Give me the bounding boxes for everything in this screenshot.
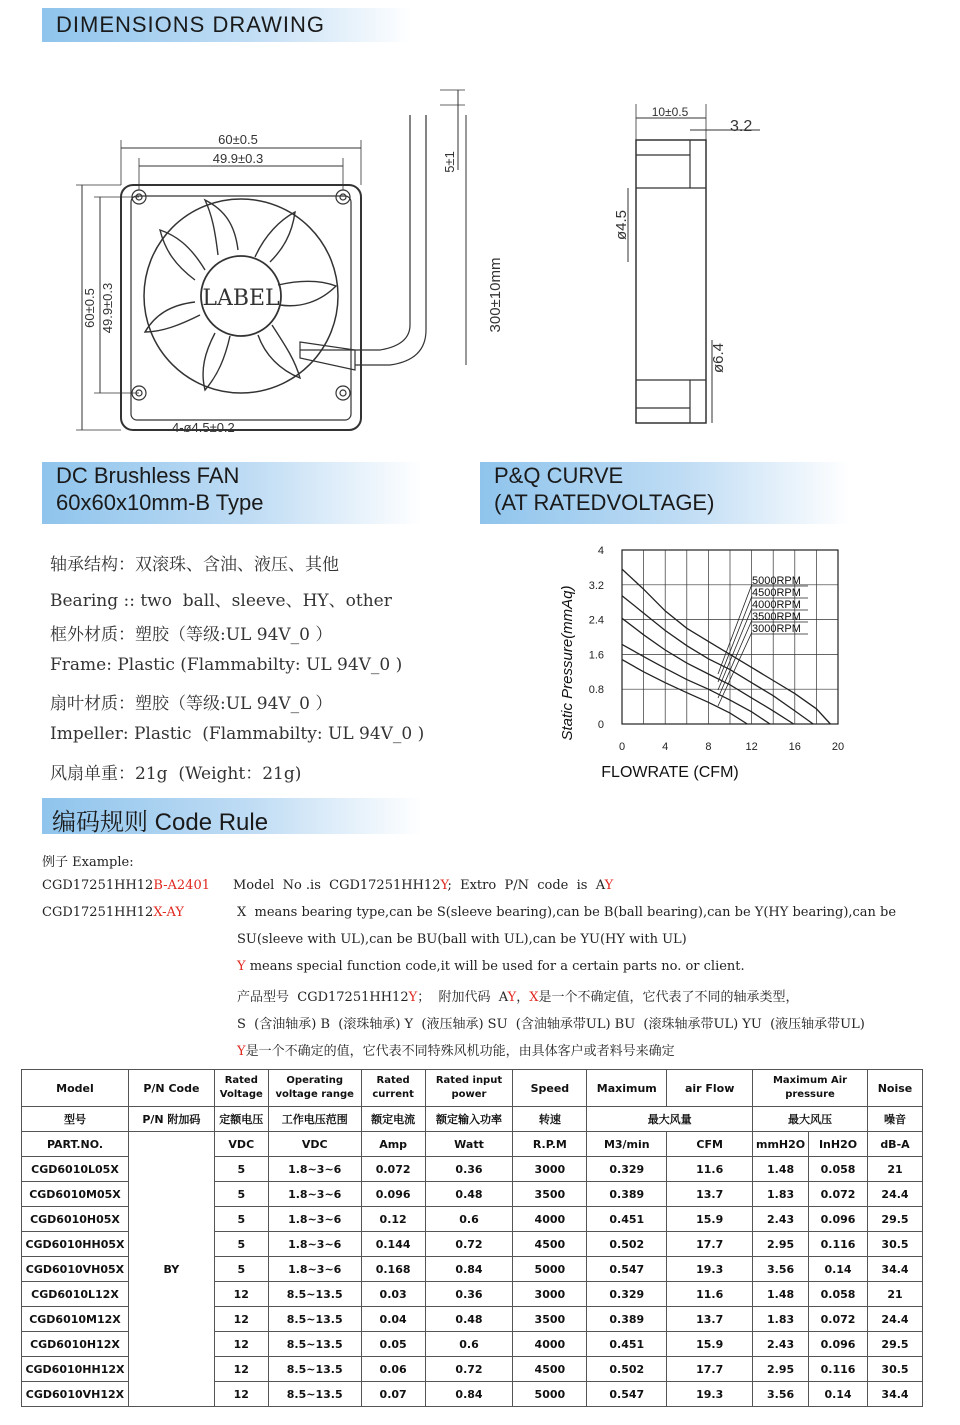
table-cell: 21: [867, 1282, 922, 1307]
table-cell: 1.8~3~6: [268, 1207, 361, 1232]
dim-width-outer: 60±0.5: [218, 132, 258, 147]
table-cell: 0.547: [587, 1382, 667, 1407]
table-cell: 1.83: [753, 1307, 809, 1332]
table-cell: 0.072: [361, 1157, 425, 1182]
table-cell: 0.14: [809, 1257, 868, 1282]
table-cell: 0.116: [809, 1232, 868, 1257]
example-line: X means bearing type,can be S(sleeve bearing),can be B(ball bearing),can be Y(HY bearing),can be: [237, 905, 897, 920]
x-tick-label: 0: [618, 741, 626, 753]
table-cell: 0.502: [587, 1232, 667, 1257]
table-cell: 0.072: [809, 1182, 868, 1207]
table-cell: 0.07: [361, 1382, 425, 1407]
table-cell: 1.83: [753, 1182, 809, 1207]
table-cell: 12: [214, 1332, 268, 1357]
y-tick-label: 3.2: [588, 579, 604, 592]
table-cell: 0.329: [587, 1157, 667, 1182]
table-cell: 3.56: [753, 1257, 809, 1282]
table-cell: 0.03: [361, 1282, 425, 1307]
y-tick-label: 0.8: [588, 684, 604, 697]
table-cell: CGD6010M05X: [22, 1182, 129, 1207]
legend-entry: 4000RPM: [752, 599, 801, 611]
table-cell: 34.4: [867, 1257, 922, 1282]
dim-wire-strip: 5±1: [442, 151, 457, 173]
legend-leader: [718, 608, 752, 690]
table-cell: 0.14: [809, 1382, 868, 1407]
y-tick-label: 0: [597, 719, 604, 731]
table-cell: 5: [214, 1157, 268, 1182]
table-cell: 12: [214, 1282, 268, 1307]
table-header-row: 型号 P/N 附加码 定额电压 工作电压范围 额定电流 额定输入功率 转速 最大风量 最大风压 噪音: [22, 1107, 923, 1132]
section-header-fan: [42, 462, 422, 524]
table-cell: 0.6: [425, 1332, 513, 1357]
table-cell: 1.8~3~6: [268, 1157, 361, 1182]
table-cell: 3500: [513, 1307, 587, 1332]
spec-line: 框外材质：塑胶（等级:UL 94V_0 ）: [50, 625, 333, 645]
code-rule-title: 编码规则 Code Rule: [52, 809, 269, 836]
table-cell: 30.5: [867, 1232, 922, 1257]
table-cell: 0.096: [361, 1182, 425, 1207]
table-cell: 0.451: [587, 1332, 667, 1357]
table-cell: 24.4: [867, 1307, 922, 1332]
table-cell: 0.05: [361, 1332, 425, 1357]
dim-dia2: ø6.4: [710, 342, 727, 374]
table-cell: 0.451: [587, 1207, 667, 1232]
fan-title-line1: DC Brushless FAN: [56, 463, 240, 488]
table-cell: 1.8~3~6: [268, 1257, 361, 1282]
legend-entry: 3500RPM: [752, 611, 801, 623]
table-cell: 24.4: [867, 1182, 922, 1207]
pq-chart: [550, 538, 870, 788]
table-cell: CGD6010M12X: [22, 1307, 129, 1332]
side-view: [628, 104, 760, 423]
table-cell: 0.389: [587, 1307, 667, 1332]
table-cell: CGD6010H05X: [22, 1207, 129, 1232]
example-label: 例子 Example:: [42, 855, 134, 870]
x-tick-label: 16: [788, 741, 801, 753]
table-cell: 0.502: [587, 1357, 667, 1382]
pn-code-cell: BY: [128, 1132, 214, 1407]
table-cell: 0.547: [587, 1257, 667, 1282]
chart-xlabel: FLOWRATE (CFM): [601, 764, 739, 781]
table-cell: 5: [214, 1207, 268, 1232]
wire: [300, 115, 410, 350]
fan-label-text: LABEL: [202, 286, 280, 311]
table-cell: 0.058: [809, 1157, 868, 1182]
table-cell: 2.95: [753, 1232, 809, 1257]
section-header-dimensions: [42, 8, 412, 42]
dim-flange: 3.2: [730, 118, 753, 135]
table-cell: CGD6010VH12X: [22, 1382, 129, 1407]
example-line: S (含油轴承) B (滚珠轴承) Y (液压轴承) SU (含油轴承带UL) BU (滚珠轴承带UL) YU (液压轴承带UL): [237, 1017, 865, 1032]
table-cell: 4500: [513, 1357, 587, 1382]
dim-width-inner: 49.9±0.3: [212, 151, 264, 166]
table-cell: 4500: [513, 1232, 587, 1257]
table-cell: 5000: [513, 1382, 587, 1407]
pq-title-line2: (AT RATEDVOLTAGE): [494, 490, 715, 515]
dim-holes: 4-ø4.5±0.2: [172, 420, 235, 435]
example-line: 产品型号 CGD17251HH12Y； 附加代码 AY，X是一个不确定值，它代表了不同的轴承类型，: [237, 990, 799, 1005]
table-cell: 19.3: [667, 1257, 753, 1282]
table-cell: 5000: [513, 1257, 587, 1282]
table-cell: 8.5~13.5: [268, 1382, 361, 1407]
table-cell: 0.072: [809, 1307, 868, 1332]
table-cell: 0.84: [425, 1257, 513, 1282]
table-cell: 8.5~13.5: [268, 1282, 361, 1307]
table-cell: 8.5~13.5: [268, 1307, 361, 1332]
table-cell: 13.7: [667, 1307, 753, 1332]
table-cell: 34.4: [867, 1382, 922, 1407]
table-cell: 0.058: [809, 1282, 868, 1307]
spec-line: 风扇单重：21g (Weight：21g): [50, 764, 302, 784]
table-cell: 0.04: [361, 1307, 425, 1332]
x-tick-label: 12: [745, 741, 758, 753]
table-cell: 0.84: [425, 1382, 513, 1407]
chart-ticks: [589, 545, 844, 753]
table-cell: 29.5: [867, 1207, 922, 1232]
example-code-1: CGD17251HH12B-A2401: [42, 878, 210, 893]
table-cell: 3000: [513, 1282, 587, 1307]
table-cell: 0.48: [425, 1307, 513, 1332]
dim-wire-length: 300±10mm: [487, 257, 504, 333]
table-cell: 0.329: [587, 1282, 667, 1307]
x-tick-label: 8: [705, 741, 712, 753]
table-cell: 29.5: [867, 1332, 922, 1357]
table-cell: 15.9: [667, 1332, 753, 1357]
chart-grid: [622, 550, 838, 724]
dim-depth: 10±0.5: [651, 105, 689, 119]
table-cell: 17.7: [667, 1357, 753, 1382]
y-tick-label: 1.6: [588, 649, 604, 662]
spec-line: 轴承结构：双滚珠、含油、液压、其他: [50, 555, 339, 575]
table-cell: 2.43: [753, 1207, 809, 1232]
spec-line: Bearing :: two ball、sleeve、HY、other: [50, 591, 392, 611]
table-cell: 4000: [513, 1332, 587, 1357]
table-cell: 0.096: [809, 1332, 868, 1357]
legend-entry: 4500RPM: [752, 587, 801, 599]
example-line: Model No .is CGD17251HH12Y; Extro P/N code is AY: [233, 878, 614, 893]
legend-entry: 5000RPM: [752, 575, 801, 587]
table-cell: 1.48: [753, 1282, 809, 1307]
table-header-row: Model P/N Code Rated Voltage Operating voltage range Rated current Rated input power Speed Maximum air Flow Maximum Air pressure Noise: [22, 1070, 923, 1107]
table-cell: CGD6010HH12X: [22, 1357, 129, 1382]
table-cell: 3500: [513, 1182, 587, 1207]
table-cell: 5: [214, 1257, 268, 1282]
table-cell: CGD6010L12X: [22, 1282, 129, 1307]
dim-height-inner: 49.9±0.3: [100, 282, 115, 334]
table-cell: CGD6010H12X: [22, 1332, 129, 1357]
table-cell: 21: [867, 1157, 922, 1182]
table-cell: 15.9: [667, 1207, 753, 1232]
table-cell: CGD6010HH05X: [22, 1232, 129, 1257]
y-tick-label: 2.4: [588, 614, 604, 627]
table-cell: 8.5~13.5: [268, 1332, 361, 1357]
table-cell: 11.6: [667, 1282, 753, 1307]
series-line: [622, 644, 770, 724]
table-cell: 2.43: [753, 1332, 809, 1357]
table-cell: 0.48: [425, 1182, 513, 1207]
table-cell: 12: [214, 1382, 268, 1407]
legend-leader: [718, 584, 752, 674]
table-cell: 0.144: [361, 1232, 425, 1257]
dim-height-outer: 60±0.5: [82, 288, 97, 328]
dim-dia1: ø4.5: [613, 209, 630, 241]
table-cell: 1.8~3~6: [268, 1182, 361, 1207]
section-header-pq: [480, 462, 850, 524]
table-cell: 1.8~3~6: [268, 1232, 361, 1257]
section-header-code-rule: [42, 798, 422, 834]
spec-line: 扇叶材质：塑胶（等级:UL 94V_0 ）: [50, 694, 333, 714]
table-cell: 0.389: [587, 1182, 667, 1207]
legend-leader: [718, 620, 752, 698]
table-cell: 1.48: [753, 1157, 809, 1182]
table-cell: 8.5~13.5: [268, 1357, 361, 1382]
table-cell: CGD6010L05X: [22, 1157, 129, 1182]
table-cell: 5: [214, 1232, 268, 1257]
spec-line: Impeller: Plastic (Flammabilty: UL 94V_0 ): [50, 724, 425, 744]
table-cell: 17.7: [667, 1232, 753, 1257]
table-cell: 0.06: [361, 1357, 425, 1382]
table-cell: 12: [214, 1307, 268, 1332]
table-cell: 4000: [513, 1207, 587, 1232]
y-tick-label: 4: [597, 545, 604, 557]
table-cell: 0.72: [425, 1357, 513, 1382]
x-tick-label: 20: [831, 741, 845, 753]
fan-title-line2: 60x60x10mm-B Type: [56, 490, 264, 515]
example-line: Y是一个不确定的值，它代表不同特殊风机功能，由具体客户或者料号来确定: [237, 1044, 675, 1059]
table-cell: 30.5: [867, 1357, 922, 1382]
spec-line: Frame: Plastic (Flammabilty: UL 94V_0 ): [50, 655, 403, 675]
section-title: DIMENSIONS DRAWING: [56, 12, 325, 37]
table-cell: 13.7: [667, 1182, 753, 1207]
chart-ylabel: Static Pressure(mmAq): [559, 585, 576, 741]
table-cell: 0.36: [425, 1157, 513, 1182]
table-cell: 0.72: [425, 1232, 513, 1257]
dimensions-drawing: [0, 40, 960, 460]
table-cell: 0.6: [425, 1207, 513, 1232]
table-cell: 3000: [513, 1157, 587, 1182]
x-tick-label: 4: [662, 741, 669, 753]
table-cell: 11.6: [667, 1157, 753, 1182]
table-cell: 0.168: [361, 1257, 425, 1282]
table-cell: 2.95: [753, 1357, 809, 1382]
example-line: Y means special function code,it will be used for a certain parts no. or client.: [237, 959, 745, 974]
table-cell: CGD6010VH05X: [22, 1257, 129, 1282]
table-cell: 0.12: [361, 1207, 425, 1232]
spec-table: [21, 1069, 923, 1407]
table-cell: 0.116: [809, 1357, 868, 1382]
example-code-2: CGD17251HH12X-AY: [42, 905, 184, 920]
table-cell: 12: [214, 1357, 268, 1382]
table-header-row: PART.NO. BY VDC VDC Amp Watt R.P.M M3/min CFM mmH2O InH2O dB-A: [22, 1132, 923, 1157]
example-line: SU(sleeve with UL),can be BU(ball with UL),can be YU(HY with UL): [237, 932, 687, 947]
table-cell: 0.36: [425, 1282, 513, 1307]
table-cell: 5: [214, 1182, 268, 1207]
pq-title-line1: P&Q CURVE: [494, 463, 624, 488]
legend-entry: 3000RPM: [752, 623, 801, 635]
table-cell: 19.3: [667, 1382, 753, 1407]
table-cell: 0.096: [809, 1207, 868, 1232]
table-cell: 3.56: [753, 1382, 809, 1407]
